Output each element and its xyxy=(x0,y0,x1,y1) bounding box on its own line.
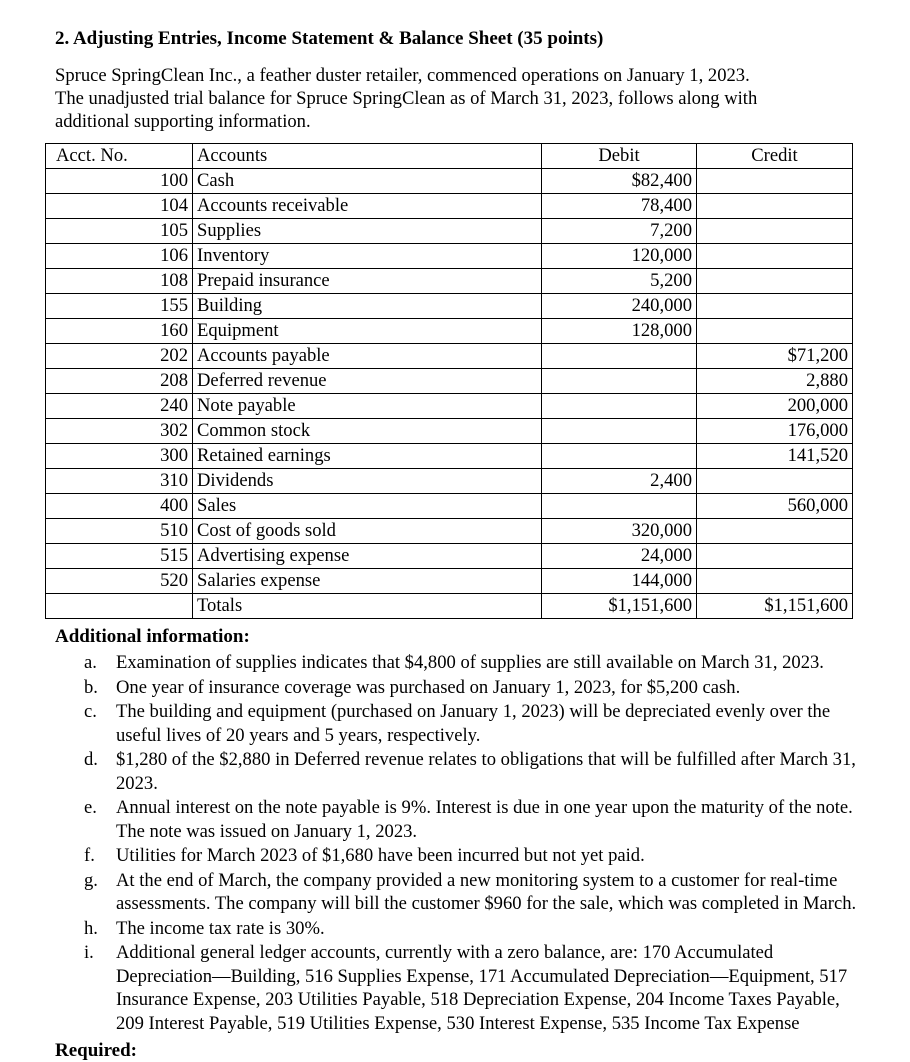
info-item-text xyxy=(116,676,910,700)
info-item xyxy=(84,869,910,916)
account-name-cell: Cash xyxy=(193,169,542,194)
acct-no-cell xyxy=(46,594,193,619)
table-row xyxy=(46,519,853,544)
info-item-marker: g. xyxy=(84,869,98,891)
credit-cell: $71,200 xyxy=(697,344,853,369)
info-item-text xyxy=(116,917,910,941)
account-name-cell: Common stock xyxy=(193,419,542,444)
debit-cell: 128,000 xyxy=(542,319,697,344)
credit-cell: 560,000 xyxy=(697,494,853,519)
info-item-line: 2023. xyxy=(116,772,158,794)
credit-cell xyxy=(697,194,853,219)
table-row xyxy=(46,244,853,269)
info-item-text xyxy=(116,941,910,1035)
table-row xyxy=(46,544,853,569)
account-name-cell: Inventory xyxy=(193,244,542,269)
totals-row xyxy=(46,594,853,619)
info-item-line: The income tax rate is 30%. xyxy=(116,917,325,939)
account-name-cell: Equipment xyxy=(193,319,542,344)
table-row xyxy=(46,569,853,594)
debit-cell: $1,151,600 xyxy=(542,594,697,619)
acct-no-cell: 104 xyxy=(46,194,193,219)
credit-cell: 141,520 xyxy=(697,444,853,469)
debit-cell: 320,000 xyxy=(542,519,697,544)
credit-cell xyxy=(697,469,853,494)
debit-cell: 240,000 xyxy=(542,294,697,319)
table-row xyxy=(46,294,853,319)
info-item-marker: i. xyxy=(84,942,94,963)
acct-no-cell: 105 xyxy=(46,219,193,244)
info-item-line: useful lives of 20 years and 5 years, respectively. xyxy=(116,724,481,746)
info-item-line: One year of insurance coverage was purchased on January 1, 2023, for $5,200 cash. xyxy=(116,676,741,698)
info-item-line: At the end of March, the company provided a new monitoring system to a customer for real-time xyxy=(116,869,838,891)
account-name-cell: Totals xyxy=(193,594,542,619)
required-heading: Required: xyxy=(55,1040,137,1061)
acct-no-cell: 400 xyxy=(46,494,193,519)
trial-balance-table xyxy=(45,143,853,619)
table-row xyxy=(46,169,853,194)
debit-cell: 5,200 xyxy=(542,269,697,294)
section-heading: 2. Adjusting Entries, Income Statement & Balance Sheet (35 points) xyxy=(55,28,604,49)
info-item xyxy=(84,700,910,747)
account-name-cell: Dividends xyxy=(193,469,542,494)
info-item-marker: d. xyxy=(84,749,98,770)
acct-no-cell: 515 xyxy=(46,544,193,569)
acct-no-cell: 108 xyxy=(46,269,193,294)
info-item-marker: f. xyxy=(84,845,95,866)
debit-cell xyxy=(542,444,697,469)
account-name-cell: Building xyxy=(193,294,542,319)
additional-info-title: Additional information: xyxy=(55,626,250,647)
debit-cell: 144,000 xyxy=(542,569,697,594)
info-item xyxy=(84,844,910,868)
acct-no-cell: 300 xyxy=(46,444,193,469)
account-name-cell: Salaries expense xyxy=(193,569,542,594)
table-header-row xyxy=(46,144,853,169)
info-item-marker: e. xyxy=(84,797,97,818)
info-item-text xyxy=(116,748,910,795)
acct-no-cell: 520 xyxy=(46,569,193,594)
header-acct-no: Acct. No. xyxy=(46,144,193,169)
info-item-line: 209 Interest Payable, 519 Utilities Expense, 530 Interest Expense, 535 Income Tax Expense xyxy=(116,1012,800,1034)
header-credit: Credit xyxy=(697,144,853,169)
info-item-line: $1,280 of the $2,880 in Deferred revenue relates to obligations that will be fulfilled after March 31, xyxy=(116,749,856,770)
credit-cell xyxy=(697,519,853,544)
info-item xyxy=(84,941,910,1035)
credit-cell xyxy=(697,269,853,294)
account-name-cell: Advertising expense xyxy=(193,544,542,569)
debit-cell xyxy=(542,369,697,394)
info-item-marker: c. xyxy=(84,701,97,722)
intro-line: additional supporting information. xyxy=(55,111,311,132)
table-row xyxy=(46,219,853,244)
table-row xyxy=(46,444,853,469)
info-item-marker: b. xyxy=(84,676,98,698)
intro-paragraph xyxy=(55,64,875,133)
info-item-line: Annual interest on the note payable is 9%. Interest is due in one year upon the maturity of the note. xyxy=(116,797,853,818)
account-name-cell: Retained earnings xyxy=(193,444,542,469)
table-row xyxy=(46,494,853,519)
info-item xyxy=(84,917,910,941)
table-row xyxy=(46,194,853,219)
info-item-text xyxy=(116,700,910,747)
info-item-text xyxy=(116,651,910,675)
table-row xyxy=(46,344,853,369)
account-name-cell: Supplies xyxy=(193,219,542,244)
info-item xyxy=(84,796,910,843)
info-item-marker: a. xyxy=(84,652,97,673)
info-item xyxy=(84,651,910,675)
account-name-cell: Accounts receivable xyxy=(193,194,542,219)
info-item-line: assessments. The company will bill the customer $960 for the sale, which was completed in March. xyxy=(116,893,857,914)
acct-no-cell: 310 xyxy=(46,469,193,494)
acct-no-cell: 302 xyxy=(46,419,193,444)
info-item-marker: h. xyxy=(84,917,98,939)
table-row xyxy=(46,394,853,419)
acct-no-cell: 155 xyxy=(46,294,193,319)
account-name-cell: Deferred revenue xyxy=(193,369,542,394)
debit-cell xyxy=(542,419,697,444)
credit-cell xyxy=(697,294,853,319)
info-item-line: The note was issued on January 1, 2023. xyxy=(116,820,418,842)
info-item xyxy=(84,676,910,700)
acct-no-cell: 106 xyxy=(46,244,193,269)
credit-cell xyxy=(697,569,853,594)
debit-cell: 120,000 xyxy=(542,244,697,269)
credit-cell xyxy=(697,544,853,569)
account-name-cell: Prepaid insurance xyxy=(193,269,542,294)
table-row xyxy=(46,269,853,294)
acct-no-cell: 240 xyxy=(46,394,193,419)
credit-cell xyxy=(697,244,853,269)
info-item-line: Insurance Expense, 203 Utilities Payable, 518 Depreciation Expense, 204 Income Taxes Payable, xyxy=(116,989,840,1010)
info-item-line: Examination of supplies indicates that $4,800 of supplies are still available on March 31, 2023. xyxy=(116,652,824,673)
debit-cell: $82,400 xyxy=(542,169,697,194)
acct-no-cell: 510 xyxy=(46,519,193,544)
intro-line: Spruce SpringClean Inc., a feather duster retailer, commenced operations on January 1, 2023. xyxy=(55,65,750,86)
intro-line: The unadjusted trial balance for Spruce SpringClean as of March 31, 2023, follows along with xyxy=(55,88,758,109)
account-name-cell: Sales xyxy=(193,494,542,519)
info-item-line: The building and equipment (purchased on January 1, 2023) will be depreciated evenly over the xyxy=(116,701,831,722)
account-name-cell: Cost of goods sold xyxy=(193,519,542,544)
header-debit: Debit xyxy=(542,144,697,169)
table-row xyxy=(46,469,853,494)
acct-no-cell: 160 xyxy=(46,319,193,344)
info-item-text xyxy=(116,844,910,868)
debit-cell: 2,400 xyxy=(542,469,697,494)
account-name-cell: Note payable xyxy=(193,394,542,419)
additional-info-list xyxy=(84,651,910,1036)
info-item-line: Utilities for March 2023 of $1,680 have been incurred but not yet paid. xyxy=(116,845,645,866)
credit-cell: 176,000 xyxy=(697,419,853,444)
debit-cell: 78,400 xyxy=(542,194,697,219)
credit-cell: 200,000 xyxy=(697,394,853,419)
info-item-line: Depreciation—Building, 516 Supplies Expense, 171 Accumulated Depreciation—Equipment, 517 xyxy=(116,965,848,987)
header-accounts: Accounts xyxy=(193,144,542,169)
debit-cell: 24,000 xyxy=(542,544,697,569)
acct-no-cell: 202 xyxy=(46,344,193,369)
table-row xyxy=(46,419,853,444)
table-row xyxy=(46,319,853,344)
credit-cell xyxy=(697,319,853,344)
table-row xyxy=(46,369,853,394)
info-item-text xyxy=(116,796,910,843)
debit-cell xyxy=(542,394,697,419)
account-name-cell: Accounts payable xyxy=(193,344,542,369)
debit-cell: 7,200 xyxy=(542,219,697,244)
credit-cell: 2,880 xyxy=(697,369,853,394)
credit-cell xyxy=(697,219,853,244)
info-item xyxy=(84,748,910,795)
debit-cell xyxy=(542,344,697,369)
acct-no-cell: 208 xyxy=(46,369,193,394)
debit-cell xyxy=(542,494,697,519)
credit-cell: $1,151,600 xyxy=(697,594,853,619)
acct-no-cell: 100 xyxy=(46,169,193,194)
info-item-text xyxy=(116,869,910,916)
info-item-line: Additional general ledger accounts, currently with a zero balance, are: 170 Accumulated xyxy=(116,942,774,963)
credit-cell xyxy=(697,169,853,194)
